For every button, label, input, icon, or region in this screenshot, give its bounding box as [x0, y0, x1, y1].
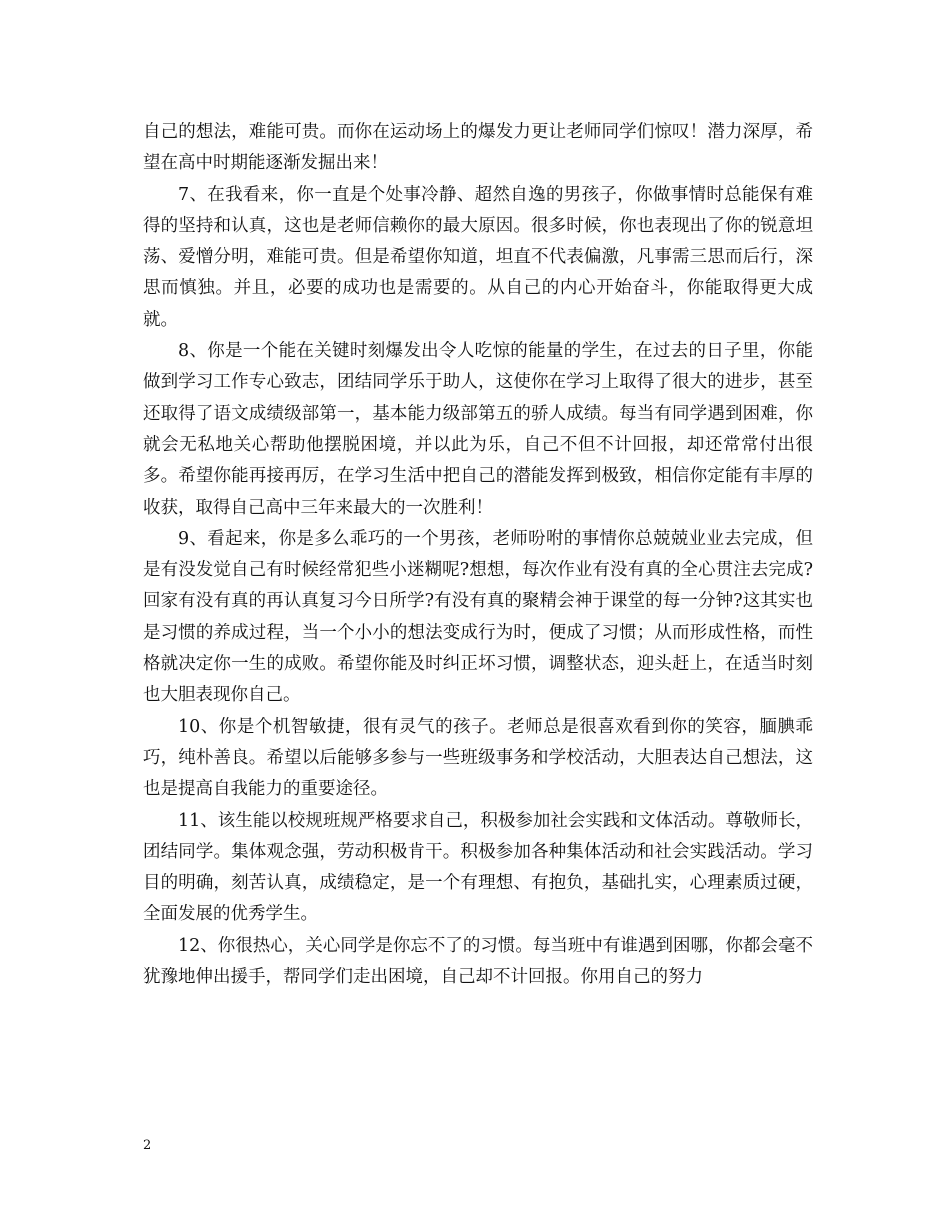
- paragraph-item-10: 10、你是个机智敏捷，很有灵气的孩子。老师总是很喜欢看到你的笑容，腼腆乖巧，纯朴善良。希望以后能够多参与一些班级事务和学校活动，大胆表达自己想法，这也是提高自我能力的重要途径。: [143, 716, 813, 800]
- document-body: [143, 117, 813, 993]
- paragraph-item-9: 9、看起来，你是多么乖巧的一个男孩，老师吩咐的事情你总兢兢业业去完成，但是有没发觉自己有时候经常犯些小迷糊呢?想想，每次作业有没有真的全心贯注去完成?回家有没有真的再认真复习今日所学?有没有真的聚精会神于课堂的每一分钟?这其实也是习惯的养成过程，当一个小小的想法变成行为时，便成了习惯；从而形成性格，而性格就决定你一生的成败。希望你能及时纠正坏习惯，调整状态，迎头赶上，在适当时刻也大胆表现你自己。: [143, 528, 813, 706]
- paragraph-item-11: 11、该生能以校规班规严格要求自己，积极参加社会实践和文体活动。尊敬师长，团结同学。集体观念强，劳动积极肯干。积极参加各种集体活动和社会实践活动。学习目的明确，刻苦认真，成绩稳定，是一个有理想、有抱负，基础扎实，心理素质过硬，全面发展的优秀学生。: [143, 810, 813, 925]
- paragraph-item-7: 7、在我看来，你一直是个处事冷静、超然自逸的男孩子，你做事情时总能保有难得的坚持和认真，这也是老师信赖你的最大原因。很多时候，你也表现出了你的锐意坦荡、爱憎分明，难能可贵。但是希望你知道，坦直不代表偏激，凡事需三思而后行，深思而慎独。并且，必要的成功也是需要的。从自己的内心开始奋斗，你能取得更大成就。: [143, 184, 813, 330]
- paragraph-item-12: 12、你很热心，关心同学是你忘不了的习惯。每当班中有谁遇到困哪，你都会毫不犹豫地伸出援手，帮同学们走出困境，自己却不计回报。你用自己的努力: [143, 935, 813, 988]
- paragraph-item-8: 8、你是一个能在关键时刻爆发出令人吃惊的能量的学生，在过去的日子里，你能做到学习工作专心致志，团结同学乐于助人，这使你在学习上取得了很大的进步，甚至还取得了语文成绩级部第一，基本能力级部第五的骄人成绩。每当有同学遇到困难，你就会无私地关心帮助他摆脱困境，并以此为乐，自己不但不计回报，却还常常付出很多。希望你能再接再厉，在学习生活中把自己的潜能发挥到极致，相信你定能有丰厚的收获，取得自己高中三年来最大的一次胜利！: [143, 341, 813, 518]
- page-number: 2: [143, 1138, 152, 1153]
- paragraph-continuation: 自己的想法，难能可贵。而你在运动场上的爆发力更让老师同学们惊叹！潜力深厚，希望在高中时期能逐渐发掘出来！: [143, 122, 813, 174]
